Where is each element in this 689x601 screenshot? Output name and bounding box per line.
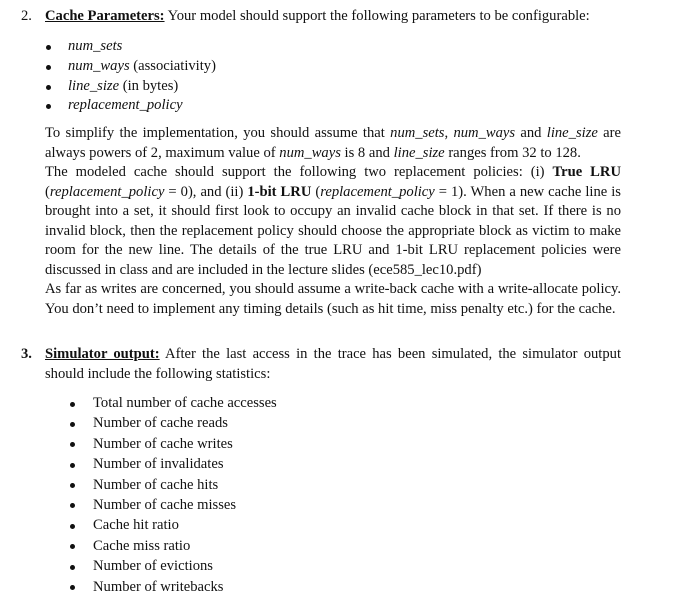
section-2-heading bbox=[21, 7, 590, 26]
list-item: num_sets bbox=[44, 37, 216, 57]
list-item: replacement_policy bbox=[44, 96, 216, 116]
section-2-title: Cache Parameters: bbox=[45, 8, 165, 24]
statistics-list bbox=[68, 393, 277, 597]
section-2-number: 2. bbox=[21, 8, 32, 24]
paragraph-writes: As far as writes are concerned, you should assume a write-back cache with a write-allocate policy. You don’t need to implement any timing details (such as hit time, miss penalty etc.) for the cache. bbox=[45, 281, 621, 317]
list-item: Number of evictions bbox=[68, 556, 277, 576]
section-2-intro: Your model should support the following parameters to be configurable: bbox=[164, 8, 590, 24]
paragraph-assumptions: To simplify the implementation, you should assume that num_sets, num_ways and line_size are always powers of 2, maximum value of num_ways is 8 and line_size ranges from 32 to 128. bbox=[45, 125, 621, 161]
list-item: Total number of cache accesses bbox=[68, 393, 277, 413]
list-item: Number of cache misses bbox=[68, 495, 277, 515]
list-item: Number of invalidates bbox=[68, 454, 277, 474]
section-3-intro: After the last access in the trace has been simulated, the simulator output should include the following statistics: bbox=[45, 346, 622, 382]
paragraph-replacement-policies: The modeled cache should support the following two replacement policies: (i) True LRU (replacement_policy = 0), and (ii) 1-bit LRU (replacement_policy = 1). When a new cache line is brought into a set, it should first look to occupy an invalid cache block in that set. If there is no invalid block, then the replacement policy should choose the appropriate block as victim to make room for the new line. The details of the true LRU and 1-bit LRU replacement policies were discussed in class and are included in the lecture slides (ece585_lec10.pdf) bbox=[45, 164, 621, 278]
list-item: Number of cache hits bbox=[68, 475, 277, 495]
list-item: Number of writebacks bbox=[68, 577, 277, 597]
list-item: line_size (in bytes) bbox=[44, 77, 216, 97]
list-item: Cache miss ratio bbox=[68, 536, 277, 556]
section-3-number: 3. bbox=[21, 346, 32, 362]
list-item: Number of cache reads bbox=[68, 413, 277, 433]
section-3-heading bbox=[21, 345, 621, 384]
section-3-title: Simulator output: bbox=[45, 346, 160, 362]
list-item: Number of cache writes bbox=[68, 434, 277, 454]
list-item: Cache hit ratio bbox=[68, 515, 277, 535]
parameter-list bbox=[44, 37, 216, 116]
list-item: num_ways (associativity) bbox=[44, 57, 216, 77]
